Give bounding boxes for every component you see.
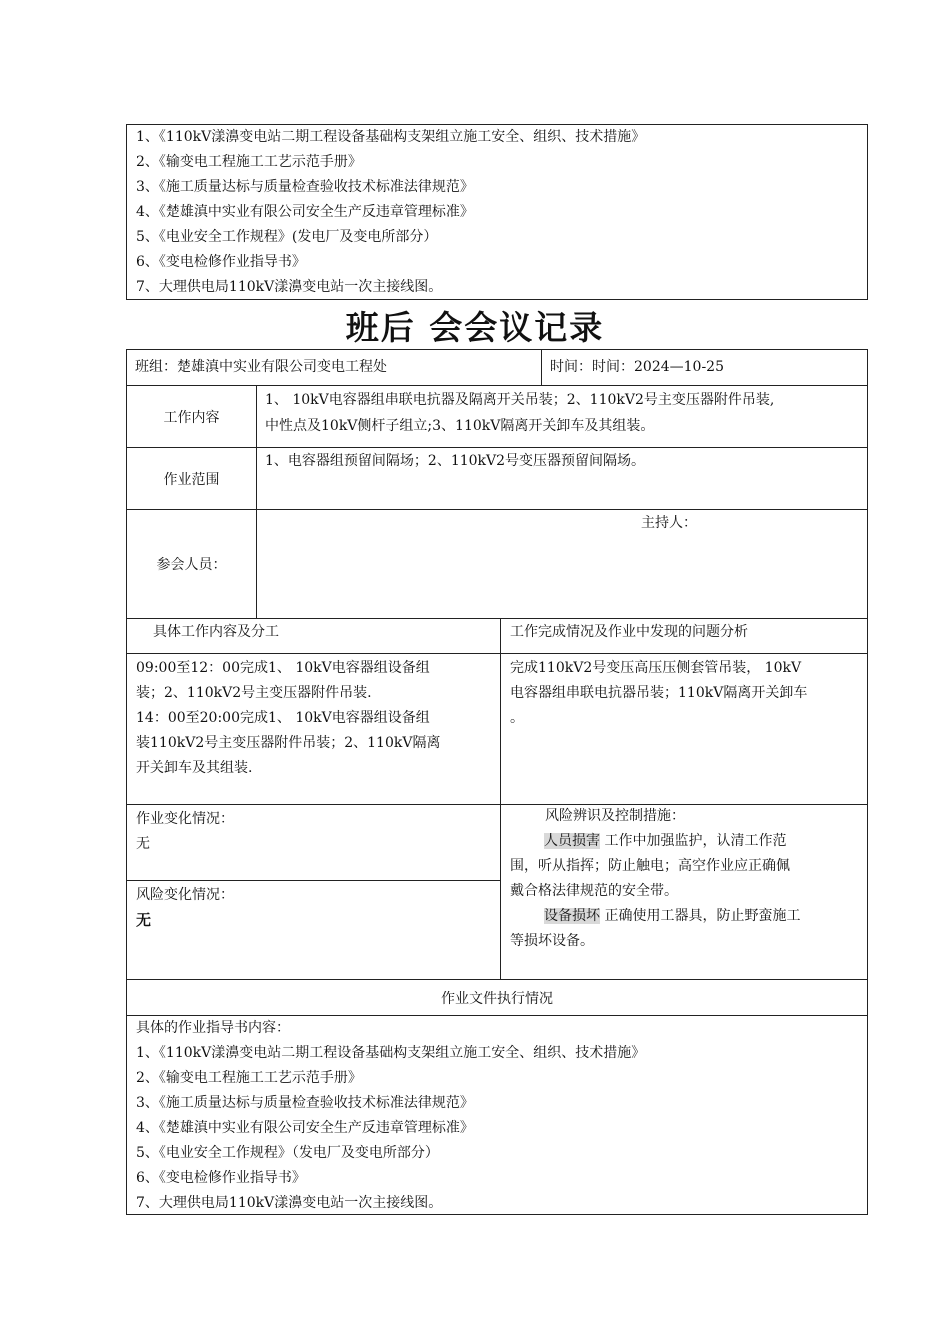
completion-header: 工作完成情况及作业中发现的问题分析 xyxy=(510,624,748,640)
list-item: 1、《110kV漾濞变电站二期工程设备基础构支架组立施工安全、组织、技术措施》 xyxy=(136,129,646,145)
work-change-cell xyxy=(126,804,501,881)
risk-text: 戴合格法律规范的安全带。 xyxy=(510,883,678,899)
page-title: 班后 会会议记录 xyxy=(345,308,605,347)
work-content-label-cell xyxy=(126,385,257,448)
risk-control-label: 风险辨识及控制措施： xyxy=(545,808,685,824)
risk-tag-equipment: 设备损坏 xyxy=(544,908,600,924)
list-item: 4、《楚雄滇中实业有限公司安全生产反违章管理标准》 xyxy=(136,1120,474,1136)
risk-text: 工作中加强监护，认清工作范 xyxy=(604,833,787,849)
risk-text: 等损坏设备。 xyxy=(510,933,594,949)
list-item: 7、大理供电局110kV漾濞变电站一次主接线图。 xyxy=(136,1195,443,1211)
attendees-label: 参会人员： xyxy=(156,557,227,573)
risk-change-label: 风险变化情况： xyxy=(136,887,234,903)
risk-text: 正确使用工器具，防止野蛮施工 xyxy=(604,908,801,924)
attendees-label-cell xyxy=(126,509,257,619)
list-item: 5、《电业安全工作规程》(发电厂及变电所部分） xyxy=(136,229,438,245)
work-content-line: 中性点及10kV侧杆子组立;3、110kV隔离开关卸车及其组装。 xyxy=(265,418,655,434)
work-scope-label-cell xyxy=(126,447,257,510)
list-item: 2、《输变电工程施工工艺示范手册》 xyxy=(136,154,362,170)
work-detail-cell xyxy=(126,653,501,805)
docs-header-cell xyxy=(126,979,868,1016)
list-item: 6、《变电检修作业指导书》 xyxy=(136,254,306,270)
time-cell xyxy=(541,349,868,386)
completion-line: 。 xyxy=(510,710,524,726)
list-item: 7、大理供电局110kV漾濞变电站一次主接线图。 xyxy=(136,279,443,295)
list-item: 3、《施工质量达标与质量检查验收技术标准法律规范》 xyxy=(136,179,474,195)
work-detail-line: 09:00至12：00完成1、 10kV电容器组设备组 xyxy=(136,660,430,676)
risk-text: 围，听从指挥；防止触电；高空作业应正确佩 xyxy=(510,858,790,874)
detail-header: 具体工作内容及分工 xyxy=(153,624,279,640)
detail-header-cell xyxy=(126,618,501,654)
risk-change-value: 无 xyxy=(136,911,152,929)
work-content-label: 工作内容 xyxy=(163,409,220,426)
work-scope-value: 1、电容器组预留间隔场；2、110kV2号变压器预留间隔场。 xyxy=(265,453,646,469)
list-item: 2、《输变电工程施工工艺示范手册》 xyxy=(136,1070,362,1086)
docs-header: 作业文件执行情况 xyxy=(441,990,553,1007)
docs-intro: 具体的作业指导书内容： xyxy=(136,1020,290,1036)
risk-item-personnel xyxy=(510,829,858,854)
completion-line: 完成110kV2号变压高压压侧套管吊装， 10kV xyxy=(510,660,802,676)
completion-cell xyxy=(500,653,868,805)
completion-line: 电容器组串联电抗器吊装；110kV隔离开关卸车 xyxy=(510,685,808,701)
work-detail-line: 开关卸车及其组装. xyxy=(136,760,253,776)
work-detail-line: 装110kV2号主变压器附件吊装；2、110kV隔离 xyxy=(136,735,441,751)
work-content-line: 1、 10kV电容器组串联电抗器及隔离开关吊装；2、110kV2号主变压器附件吊装, xyxy=(265,392,775,408)
work-change-label: 作业变化情况： xyxy=(136,811,234,827)
top-reference-list xyxy=(126,124,868,300)
list-item: 4、《楚雄滇中实业有限公司安全生产反违章管理标准》 xyxy=(136,204,474,220)
team-value: 班组：楚雄滇中实业有限公司变电工程处 xyxy=(135,359,387,375)
list-item: 6、《变电检修作业指导书》 xyxy=(136,1170,306,1186)
team-cell xyxy=(126,349,542,386)
list-item: 5、《电业安全工作规程》（发电厂及变电所部分） xyxy=(136,1145,439,1161)
work-scope-label: 作业范围 xyxy=(163,471,220,488)
risk-change-cell xyxy=(126,880,501,980)
host-label: 主持人： xyxy=(641,515,697,531)
list-item: 1、《110kV漾濞变电站二期工程设备基础构支架组立施工安全、组织、技术措施》 xyxy=(136,1045,646,1061)
work-content-cell xyxy=(256,385,868,448)
completion-header-cell xyxy=(500,618,868,654)
attendees-cell xyxy=(256,509,868,619)
list-item: 3、《施工质量达标与质量检查验收技术标准法律规范》 xyxy=(136,1095,474,1111)
risk-item-equipment xyxy=(510,904,858,929)
time-value: 时间：时间：2024—10-25 xyxy=(550,359,724,375)
docs-list-cell xyxy=(126,1015,868,1215)
work-scope-cell xyxy=(256,447,868,510)
risk-control-cell xyxy=(500,804,868,980)
work-detail-line: 14：00至20:00完成1、 10kV电容器组设备组 xyxy=(136,710,430,726)
risk-tag-personnel: 人员损害 xyxy=(544,833,600,849)
work-change-value: 无 xyxy=(136,836,150,852)
work-detail-line: 装；2、110kV2号主变压器附件吊装. xyxy=(136,685,372,701)
